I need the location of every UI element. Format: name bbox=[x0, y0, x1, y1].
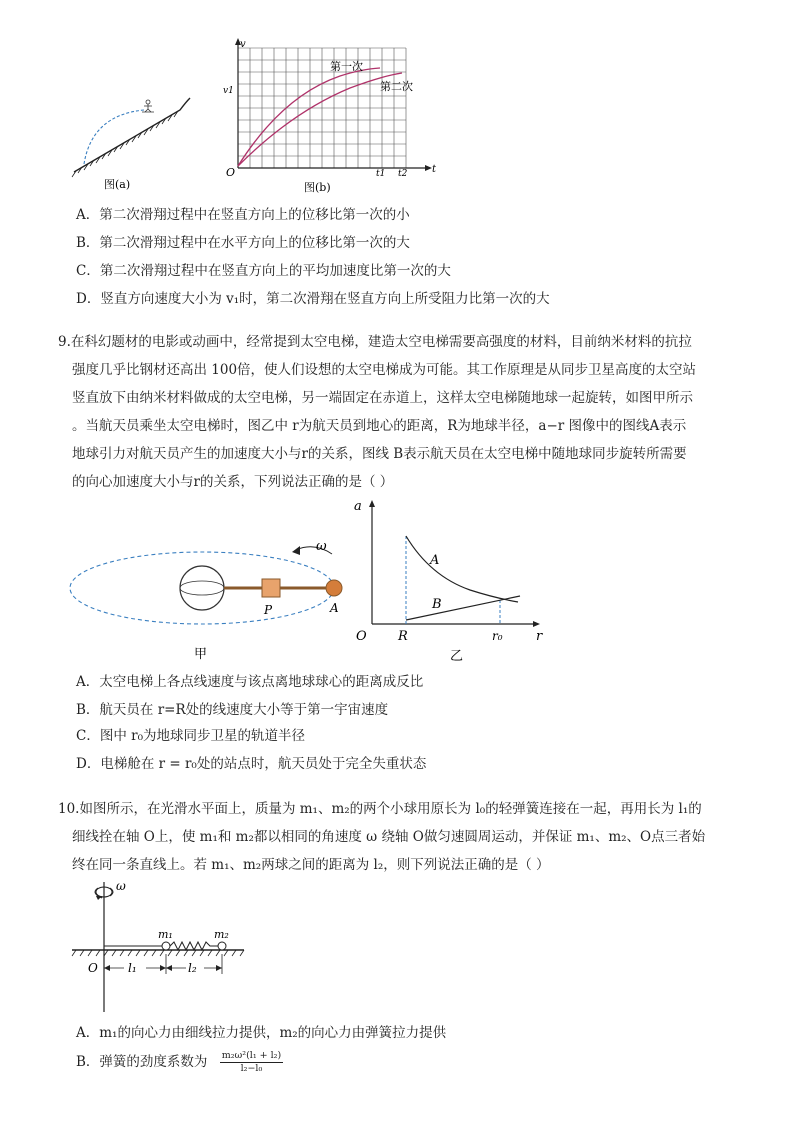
axis-label-t: t bbox=[432, 164, 437, 175]
o-label: O bbox=[88, 961, 98, 975]
figure-b-vt-chart bbox=[222, 36, 442, 196]
origin-label: O bbox=[226, 166, 236, 179]
curve-a bbox=[406, 536, 518, 602]
formula-denominator: l₂−l₀ bbox=[240, 1063, 263, 1074]
formula-numerator: m₂ω²(l₁ + l₂) bbox=[221, 1050, 282, 1061]
q9-option-d[interactable]: D．电梯舱在 r = r₀处的站点时，航天员处于完全失重状态 bbox=[76, 756, 427, 772]
tick-r: R bbox=[398, 629, 408, 644]
tick-r0: r₀ bbox=[492, 629, 503, 643]
q9-line-5: 地球引力对航天员产生的加速度大小与r的关系，图线 B表示航天员在太空电梯中随地球同步旋转所需要 bbox=[72, 446, 687, 462]
caption-jia: 甲 bbox=[194, 647, 208, 662]
tick-t1: t1 bbox=[376, 169, 386, 179]
q9-option-b[interactable]: B．航天员在 r=R处的线速度大小等于第一宇宙速度 bbox=[76, 702, 389, 718]
q8-option-b[interactable]: B．第二次滑翔过程中在水平方向上的位移比第一次的大 bbox=[76, 235, 410, 251]
q10-option-b-text: B．弹簧的劲度系数为 bbox=[76, 1054, 208, 1070]
axis-label-a: a bbox=[354, 499, 362, 514]
q8-option-a[interactable]: A．第二次滑翔过程中在竖直方向上的位移比第一次的小 bbox=[76, 207, 410, 223]
line-b bbox=[406, 596, 520, 620]
curve-a-label: A bbox=[430, 553, 440, 568]
l1-label: l₁ bbox=[128, 961, 137, 975]
m2-label: m₂ bbox=[214, 928, 229, 941]
curve-first bbox=[238, 68, 380, 166]
m1-label: m₁ bbox=[158, 928, 173, 941]
q10-option-b[interactable] bbox=[76, 1050, 283, 1075]
tick-v1: v1 bbox=[223, 86, 234, 96]
line-b-label: B bbox=[432, 597, 442, 612]
q8-option-c[interactable]: C．第二次滑翔过程中在竖直方向上的平均加速度比第一次的大 bbox=[76, 263, 451, 279]
q10-option-a[interactable]: A．m₁的向心力由细线拉力提供，m₂的向心力由弹簧拉力提供 bbox=[76, 1025, 447, 1041]
q10-line-1: 10.如图所示，在光滑水平面上，质量为 m₁、m₂的两个小球用原长为 l₀的轻弹簧连接在一起，再用长为 l₁的 bbox=[58, 801, 702, 817]
q9-stem bbox=[58, 328, 748, 496]
omega-label: ω bbox=[116, 879, 126, 893]
axis-label-v: v bbox=[240, 39, 246, 50]
q9-option-a[interactable]: A．太空电梯上各点线速度与该点离地球球心的距离成反比 bbox=[76, 674, 424, 690]
curve-label-second: 第二次 bbox=[380, 80, 413, 93]
curve-second bbox=[238, 73, 402, 166]
q9-line-3: 竖直放下由纳米材料做成的太空电梯，另一端固定在赤道上，这样太空电梯随地球一起旋转，如图甲所示 bbox=[72, 390, 693, 406]
q10-line-2: 细线拴在轴 O上，使 m₁和 m₂都以相同的角速度 ω 绕轴 O做匀速圆周运动，并保证 m₁、m₂、O点三者始 bbox=[72, 829, 706, 845]
q9-line-6: 的向心加速度大小与r的关系，下列说法正确的是（ ） bbox=[72, 474, 394, 490]
figure-a bbox=[62, 80, 202, 192]
q8-option-d[interactable]: D．竖直方向速度大小为 v₁时，第二次滑翔在竖直方向上所受阻力比第一次的大 bbox=[76, 291, 550, 307]
grid bbox=[238, 48, 406, 168]
omega-label: ω bbox=[316, 539, 327, 554]
l2-label: l₂ bbox=[188, 961, 197, 975]
figure-jia-space-elevator bbox=[64, 528, 364, 664]
q10-line-3: 终在同一条直线上。若 m₁、m₂两球之间的距离为 l₂，则下列说法正确的是（ ） bbox=[72, 857, 550, 873]
figure-yi-ar-chart bbox=[350, 496, 550, 664]
caption-b: 图(b) bbox=[304, 181, 331, 194]
point-a-label: A bbox=[330, 601, 339, 615]
q9-line-4: 。当航天员乘坐太空电梯时，图乙中 r为航天员到地心的距离，R为地球半径，a−r 图像中的图线A表示 bbox=[72, 418, 687, 434]
figure-q10-spring-system bbox=[68, 874, 258, 1014]
curve-label-first: 第一次 bbox=[330, 60, 363, 73]
origin-label: O bbox=[356, 629, 367, 644]
caption-a: 图(a) bbox=[104, 178, 131, 191]
q10-stem bbox=[58, 795, 748, 879]
q9-line-1: 9.在科幻题材的电影或动画中，经常提到太空电梯，建造太空电梯需要高强度的材料，目前纳米材料的抗拉 bbox=[58, 334, 692, 350]
caption-yi: 乙 bbox=[450, 649, 464, 664]
point-p-label: P bbox=[264, 603, 273, 617]
tick-t2: t2 bbox=[398, 169, 408, 179]
axis-label-r: r bbox=[536, 629, 543, 644]
q9-line-2: 强度几乎比钢材还高出 100倍，使人们设想的太空电梯成为可能。其工作原理是从同步卫星高度的太空站 bbox=[72, 362, 697, 378]
q9-option-c[interactable]: C．图中 r₀为地球同步卫星的轨道半径 bbox=[76, 728, 305, 744]
q10-formula bbox=[220, 1050, 283, 1075]
